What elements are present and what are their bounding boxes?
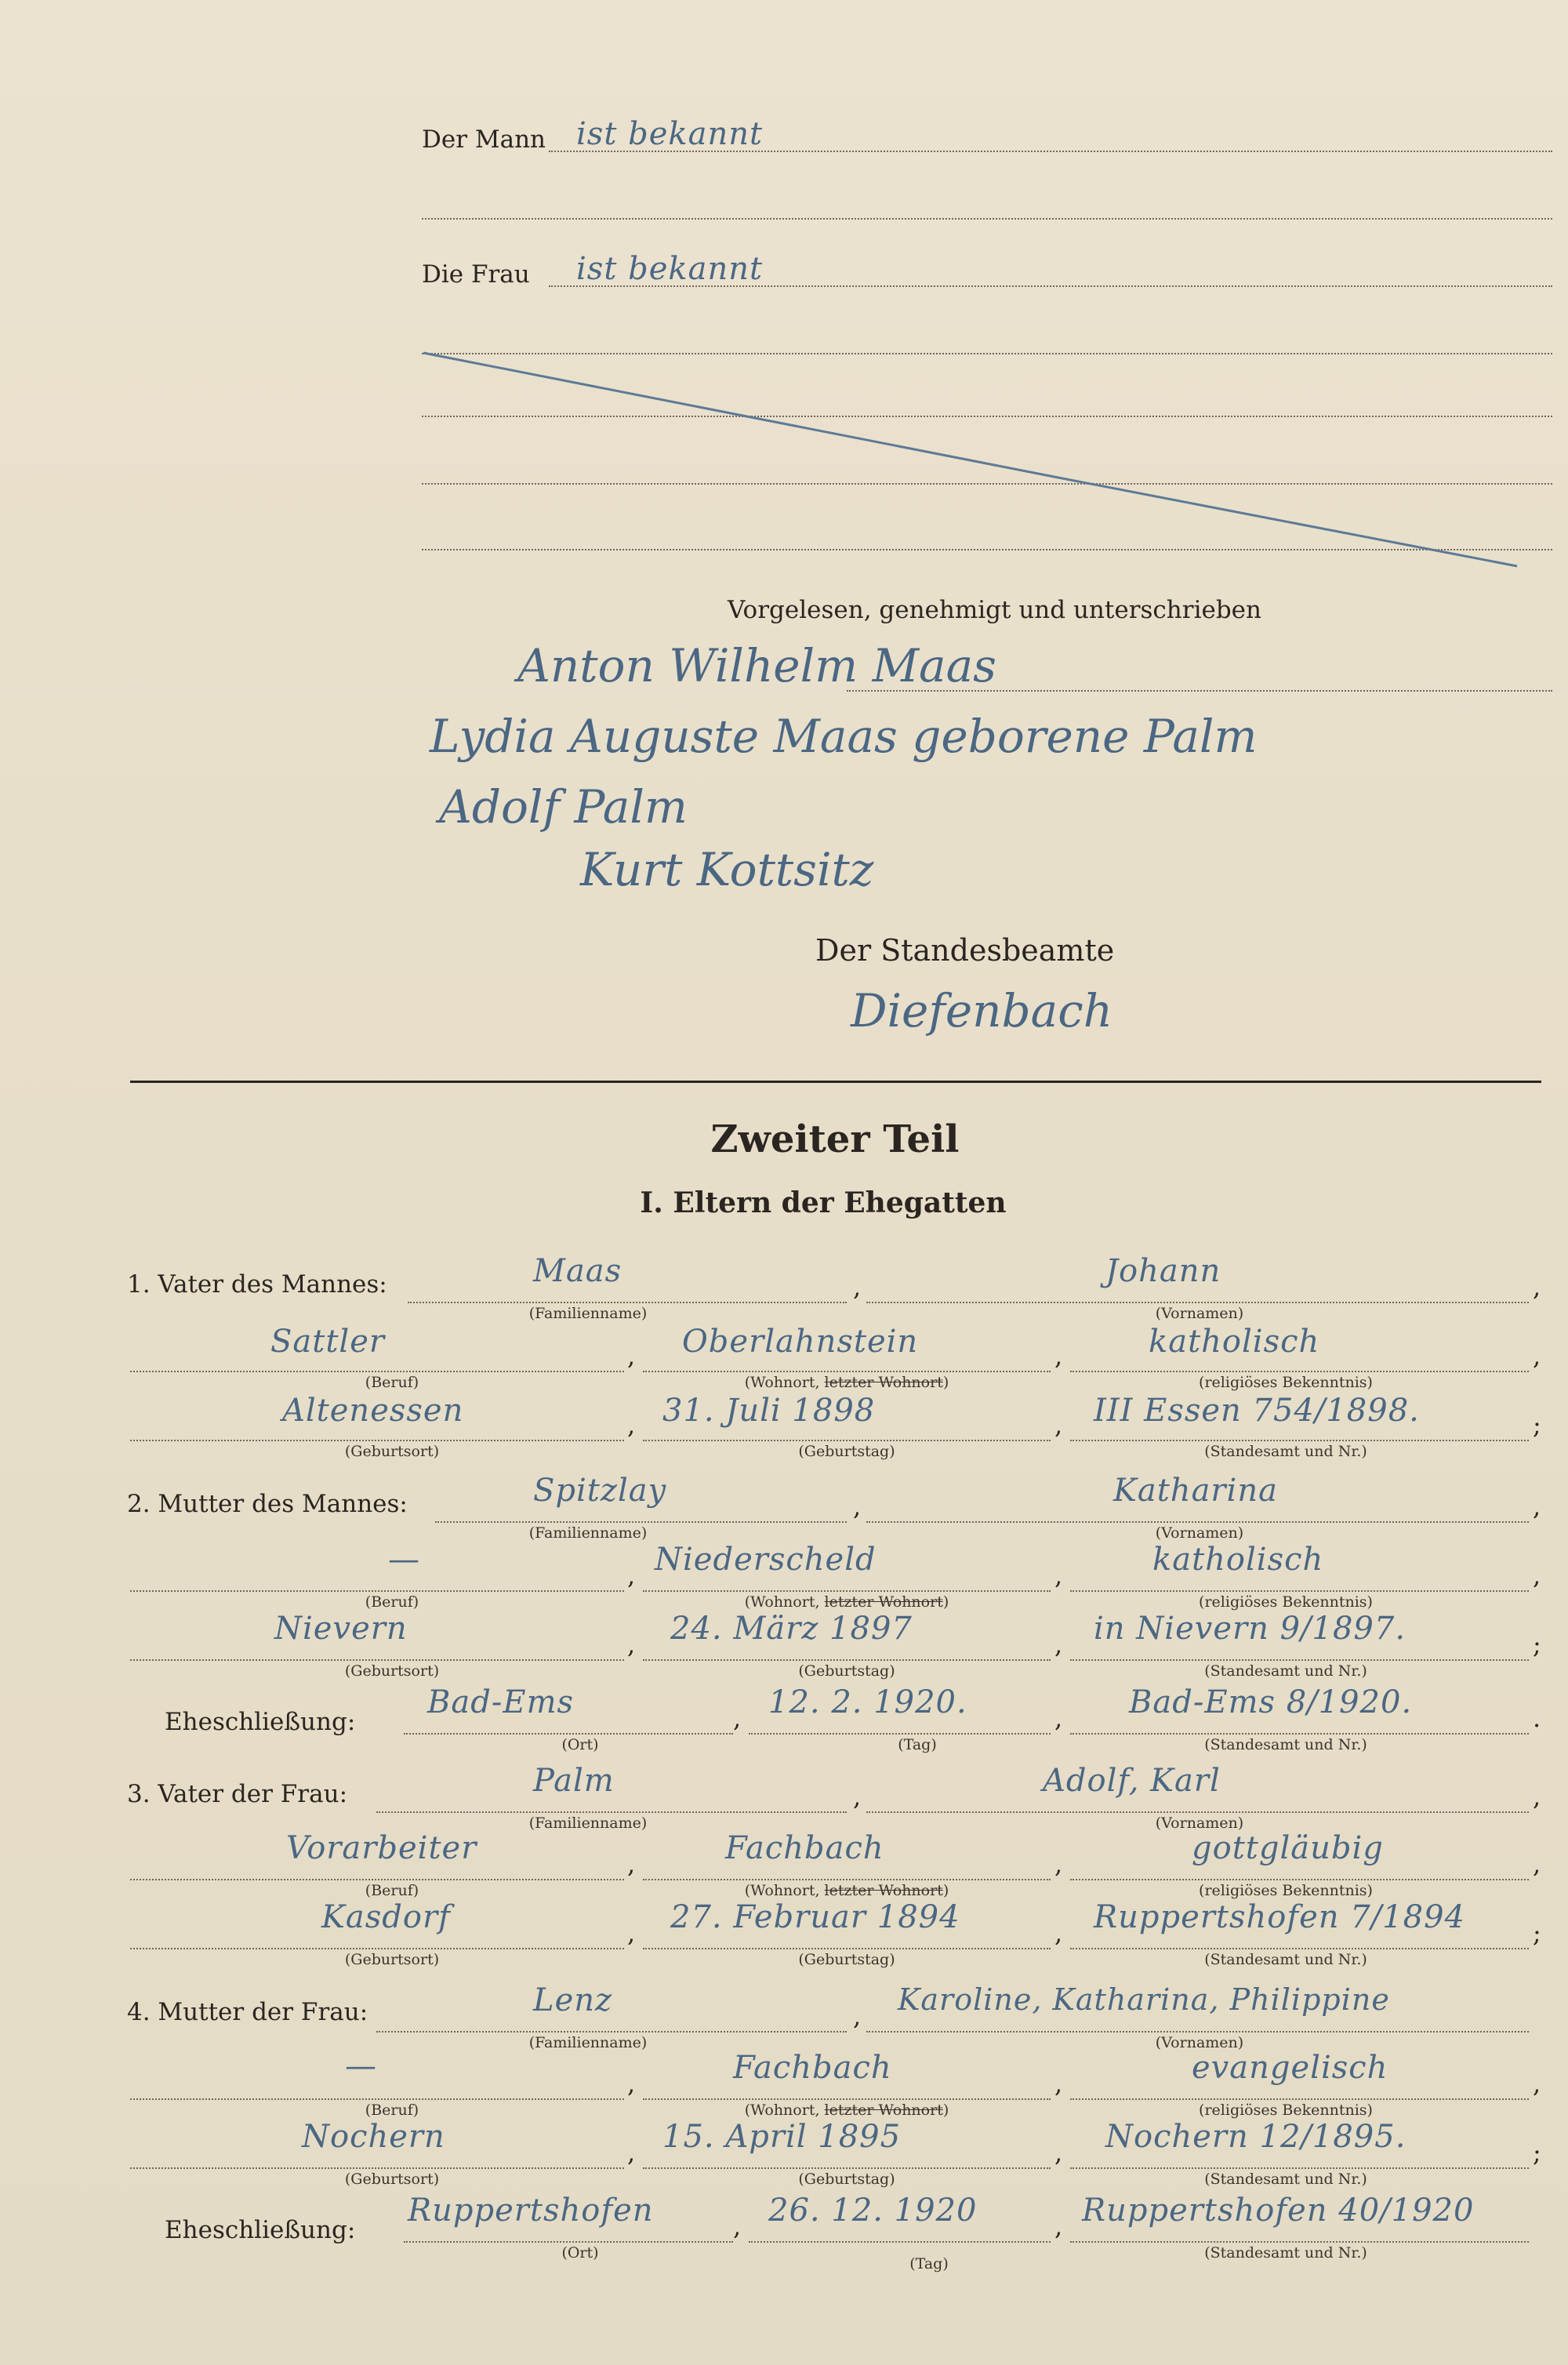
caption-religion: (religiöses Bekenntnis) — [1199, 1593, 1373, 1611]
caption-birthplace: (Geburtsort) — [344, 1951, 440, 1968]
registrar-title: Der Standesbeamte — [815, 933, 1115, 968]
comma: , — [627, 2069, 636, 2098]
caption-birthdate: (Geburtstag) — [798, 1951, 895, 1968]
comma: , — [853, 1491, 862, 1521]
marriage-man-date: 12. 2. 1920. — [768, 1684, 967, 1720]
comma: , — [1533, 1782, 1541, 1811]
comma: ; — [1533, 1918, 1541, 1948]
father-man-birthplace: Altenessen — [282, 1393, 464, 1429]
caption-last-residence-struck: letzter Wohnort — [824, 1593, 943, 1611]
caption-residence — [690, 2102, 1004, 2119]
caption-residence-text: (Wohnort, — [744, 1593, 825, 1611]
comma: , — [1533, 2069, 1541, 2098]
comma: , — [627, 1410, 636, 1440]
caption-registry: (Standesamt und Nr.) — [1204, 1662, 1367, 1680]
line — [376, 1811, 847, 1813]
caption-residence-close: ) — [942, 1374, 949, 1391]
line — [130, 2167, 624, 2169]
comma: , — [1533, 1491, 1541, 1521]
father-man-birthdate: 31. Juli 1898 — [662, 1393, 876, 1429]
line — [643, 1590, 1051, 1592]
line — [643, 1879, 1051, 1880]
caption-occupation: (Beruf) — [365, 2102, 419, 2119]
caption-residence-text: (Wohnort, — [744, 2102, 825, 2119]
father-woman-birthdate: 27. Februar 1894 — [670, 1899, 960, 1935]
caption-surname: (Familienname) — [528, 2034, 648, 2051]
caption-registry: (Standesamt und Nr.) — [1204, 2244, 1367, 2261]
caption-surname: (Familienname) — [528, 1524, 648, 1542]
signature-witness-1: Adolf Palm — [439, 780, 688, 834]
mother-man-residence: Niederscheld — [655, 1542, 877, 1578]
line — [404, 1733, 733, 1735]
comma: , — [627, 1629, 636, 1659]
caption-residence-close: ) — [942, 1882, 949, 1899]
line — [643, 1659, 1051, 1661]
line — [643, 2167, 1051, 2169]
strike-through-line — [0, 0, 1568, 627]
man-value: ist bekannt — [576, 116, 764, 152]
mother-man-birthplace: Nievern — [274, 1611, 408, 1647]
caption-day: (Tag) — [898, 1736, 937, 1753]
father-man-label: 1. Vater des Mannes: — [127, 1270, 387, 1299]
comma: , — [733, 2211, 742, 2241]
mother-woman-registry: Nochern 12/1895. — [1105, 2119, 1406, 2155]
comma: , — [1533, 1272, 1541, 1302]
father-woman-firstname: Adolf, Karl — [1043, 1763, 1221, 1799]
mother-man-registry: in Nievern 9/1897. — [1094, 1611, 1406, 1647]
marriage-man-registry: Bad-Ems 8/1920. — [1129, 1684, 1413, 1720]
caption-religion: (religiöses Bekenntnis) — [1199, 2102, 1373, 2119]
caption-residence-text: (Wohnort, — [744, 1374, 825, 1391]
mother-woman-firstname: Karoline, Katharina, Philippine — [898, 1982, 1390, 2017]
mother-woman-label: 4. Mutter der Frau: — [127, 1998, 368, 2026]
line — [643, 1371, 1051, 1372]
comma: , — [1054, 1560, 1063, 1590]
line — [749, 2241, 1051, 2243]
line — [1070, 2241, 1529, 2243]
woman-value: ist bekannt — [576, 251, 764, 287]
mother-man-surname: Spitzlay — [533, 1473, 667, 1509]
part-title: Zweiter Teil — [710, 1117, 960, 1161]
mother-man-birthdate: 24. März 1897 — [670, 1611, 913, 1647]
father-man-occupation: Sattler — [270, 1324, 385, 1360]
signature-groom: Anton Wilhelm Maas — [517, 639, 996, 692]
marriage-woman-place: Ruppertshofen — [408, 2192, 654, 2229]
comma: , — [1533, 1849, 1541, 1879]
line — [749, 1733, 1051, 1735]
father-man-surname: Maas — [533, 1253, 622, 1289]
line — [130, 1879, 624, 1880]
caption-birthplace: (Geburtsort) — [344, 2171, 440, 2188]
comma: , — [1054, 2211, 1063, 2241]
caption-residence — [690, 1374, 1004, 1391]
comma: , — [1054, 2138, 1063, 2167]
father-woman-occupation: Vorarbeiter — [286, 1830, 477, 1866]
comma: , — [1533, 1341, 1541, 1371]
caption-residence — [690, 1593, 1004, 1611]
line — [643, 2098, 1051, 2100]
comma: , — [1054, 1918, 1063, 1948]
father-man-registry: III Essen 754/1898. — [1094, 1393, 1420, 1429]
comma: , — [1054, 1849, 1063, 1879]
line — [1070, 1590, 1529, 1592]
comma: , — [853, 1782, 862, 1811]
line — [1070, 1440, 1529, 1441]
mother-man-religion: katholisch — [1152, 1542, 1324, 1578]
read-approved-signed: Vorgelesen, genehmigt und unterschrieben — [728, 596, 1261, 624]
caption-firstname: (Vornamen) — [1155, 2034, 1244, 2051]
comma: , — [1054, 1629, 1063, 1659]
line — [847, 690, 1552, 692]
caption-registry: (Standesamt und Nr.) — [1204, 1736, 1367, 1753]
line — [866, 1302, 1529, 1303]
comma: , — [733, 1703, 742, 1733]
line — [130, 1948, 624, 1949]
caption-religion: (religiöses Bekenntnis) — [1199, 1882, 1373, 1899]
caption-firstname: (Vornamen) — [1155, 1815, 1244, 1832]
mother-man-occupation: — — [388, 1542, 420, 1578]
caption-occupation: (Beruf) — [365, 1882, 419, 1899]
comma: ; — [1533, 1629, 1541, 1659]
father-woman-residence: Fachbach — [725, 1830, 884, 1866]
comma: , — [627, 1560, 636, 1590]
caption-registry: (Standesamt und Nr.) — [1204, 1443, 1367, 1460]
caption-surname: (Familienname) — [528, 1305, 648, 1322]
caption-religion: (religiöses Bekenntnis) — [1199, 1374, 1373, 1391]
caption-birthplace: (Geburtsort) — [344, 1443, 440, 1460]
comma: ; — [1533, 2138, 1541, 2167]
caption-last-residence-struck: letzter Wohnort — [824, 2102, 943, 2119]
caption-firstname: (Vornamen) — [1155, 1305, 1244, 1322]
caption-birthdate: (Geburtstag) — [798, 1443, 895, 1460]
father-woman-religion: gottgläubig — [1192, 1830, 1384, 1866]
caption-birthplace: (Geburtsort) — [344, 1662, 440, 1680]
line — [130, 1440, 624, 1441]
line — [1070, 2098, 1529, 2100]
line — [866, 1521, 1529, 1523]
caption-residence-close: ) — [942, 1593, 949, 1611]
line — [1070, 1733, 1529, 1735]
father-man-firstname: Johann — [1105, 1253, 1221, 1289]
caption-place: (Ort) — [561, 2244, 599, 2261]
comma: , — [1054, 2069, 1063, 2098]
mother-woman-surname: Lenz — [533, 1982, 613, 2018]
line — [866, 2031, 1529, 2033]
comma: , — [1533, 1560, 1541, 1590]
father-woman-surname: Palm — [533, 1763, 615, 1799]
mother-woman-religion: evangelisch — [1192, 2050, 1388, 2086]
father-man-residence: Oberlahnstein — [682, 1324, 919, 1360]
line — [130, 1371, 624, 1372]
comma: ; — [1533, 1410, 1541, 1440]
line — [435, 1521, 847, 1523]
line — [404, 2241, 733, 2243]
caption-registry: (Standesamt und Nr.) — [1204, 2171, 1367, 2188]
caption-residence — [690, 1882, 1004, 1899]
line — [130, 1659, 624, 1661]
mother-man-firstname: Katharina — [1113, 1473, 1278, 1509]
comma: , — [627, 1341, 636, 1371]
caption-registry: (Standesamt und Nr.) — [1204, 1951, 1367, 1968]
woman-label: Die Frau — [422, 260, 530, 289]
comma: , — [627, 2138, 636, 2167]
comma: . — [1533, 1703, 1541, 1733]
signature-bride: Lydia Auguste Maas geborene Palm — [430, 710, 1258, 763]
comma: , — [1054, 1410, 1063, 1440]
comma: , — [853, 1272, 862, 1302]
caption-occupation: (Beruf) — [365, 1593, 419, 1611]
line — [1070, 1371, 1529, 1372]
caption-day: (Tag) — [909, 2255, 949, 2272]
caption-firstname: (Vornamen) — [1155, 1524, 1244, 1542]
line — [1070, 1948, 1529, 1949]
line — [130, 1590, 624, 1592]
comma: , — [1054, 1341, 1063, 1371]
comma: , — [1054, 1703, 1063, 1733]
line — [1070, 1879, 1529, 1880]
caption-last-residence-struck: letzter Wohnort — [824, 1374, 943, 1391]
marriage-label: Eheschließung: — [165, 2216, 356, 2244]
mother-man-label: 2. Mutter des Mannes: — [127, 1490, 408, 1518]
caption-occupation: (Beruf) — [365, 1374, 419, 1391]
mother-woman-birthplace: Nochern — [302, 2119, 445, 2155]
line — [1070, 1659, 1529, 1661]
line — [408, 1302, 847, 1303]
line — [643, 1440, 1051, 1441]
mother-woman-birthdate: 15. April 1895 — [662, 2119, 902, 2155]
caption-birthdate: (Geburtstag) — [798, 2171, 895, 2188]
father-woman-birthplace: Kasdorf — [321, 1899, 451, 1935]
marriage-woman-date: 26. 12. 1920 — [768, 2192, 978, 2229]
line — [643, 1948, 1051, 1949]
comma: , — [627, 1918, 636, 1948]
father-woman-registry: Ruppertshofen 7/1894 — [1094, 1899, 1466, 1935]
father-woman-label: 3. Vater der Frau: — [127, 1780, 348, 1808]
line — [1070, 2167, 1529, 2169]
marriage-woman-registry: Ruppertshofen 40/1920 — [1082, 2192, 1475, 2229]
marriage-label: Eheschließung: — [165, 1708, 356, 1736]
section-divider — [130, 1081, 1541, 1083]
father-man-religion: katholisch — [1149, 1324, 1320, 1360]
caption-place: (Ort) — [561, 1736, 599, 1753]
man-label: Der Mann — [422, 125, 546, 154]
line — [866, 1811, 1529, 1813]
caption-surname: (Familienname) — [528, 1815, 648, 1832]
line — [376, 2031, 847, 2033]
marriage-man-place: Bad-Ems — [427, 1684, 575, 1720]
signature-registrar: Diefenbach — [851, 984, 1113, 1037]
caption-last-residence-struck: letzter Wohnort — [824, 1882, 943, 1899]
section-title: I. Eltern der Ehegatten — [640, 1186, 1007, 1219]
comma: , — [627, 1849, 636, 1879]
caption-residence-text: (Wohnort, — [744, 1882, 825, 1899]
signature-witness-2: Kurt Kottsitz — [580, 843, 874, 896]
caption-birthdate: (Geburtstag) — [798, 1662, 895, 1680]
mother-woman-occupation: — — [345, 2048, 377, 2084]
mother-woman-residence: Fachbach — [733, 2050, 892, 2086]
caption-residence-close: ) — [942, 2102, 949, 2119]
line — [130, 2098, 624, 2100]
comma: , — [853, 2001, 862, 2031]
